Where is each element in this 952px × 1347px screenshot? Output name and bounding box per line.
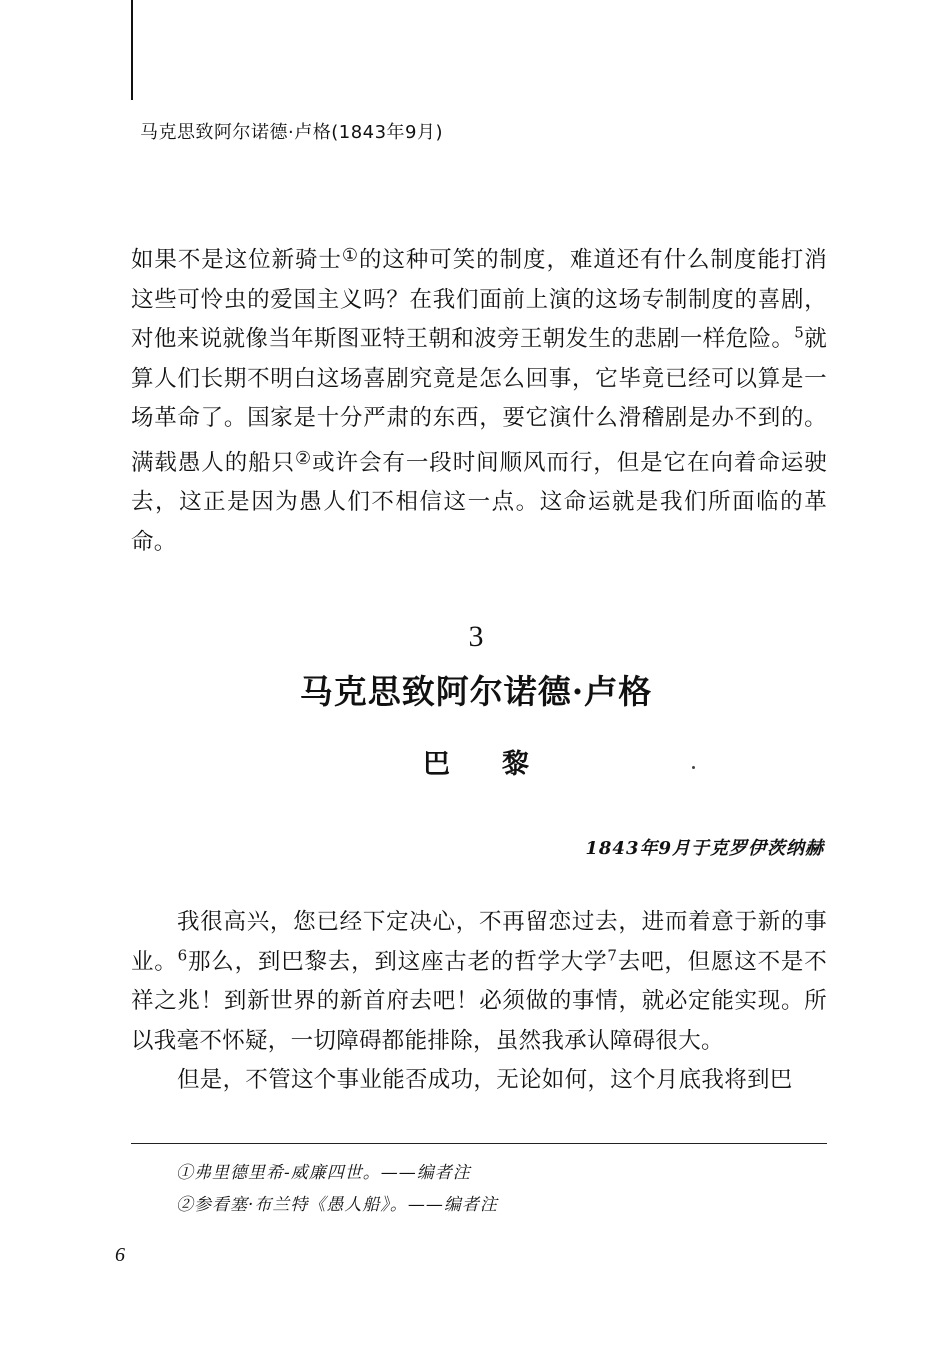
endnote-ref-7[interactable]: 7 (607, 946, 618, 964)
margin-rule (131, 0, 133, 100)
scan-speck (692, 766, 695, 769)
paragraph-1-text-d: 或许会有一段时间顺风而行，但是它在向着命运驶去，这正是因为愚人们不相信这一点。这命运就是我们所面临的革命。 (131, 449, 827, 555)
running-head: 马克思致阿尔诺德·卢格(1843年9月) (140, 122, 444, 143)
section-number: 3 (468, 620, 484, 653)
section-place: 巴黎 (423, 749, 581, 780)
footnote-mark-1[interactable]: ① (341, 245, 359, 266)
footnote-2: ②参看塞·布兰特《愚人船》。——编者注 (176, 1195, 498, 1215)
dateline: 1843年9月于克罗伊茨纳赫 (585, 838, 824, 859)
footnote-mark-2[interactable]: ② (295, 447, 313, 469)
paragraph-2 (131, 903, 827, 1061)
paragraph-2-text-a: 我很高兴，您已经下定决心，不再留恋过去，进而着意于新的事业。 (131, 909, 827, 975)
endnote-ref-6[interactable]: 6 (177, 946, 188, 964)
page-number: 6 (115, 1244, 125, 1266)
endnote-ref-5[interactable]: 5 (794, 323, 805, 342)
section-title: 马克思致阿尔诺德·卢格 (299, 672, 653, 711)
paragraph-1-text-a: 如果不是这位新骑士 (131, 247, 342, 273)
footnote-1: ①弗里德里希-威廉四世。——编者注 (176, 1163, 471, 1183)
letter-body (131, 903, 827, 1101)
paragraph-1-text-b: 的这种可笑的制度，难道还有什么制度能打消这些可怜虫的爱国主义吗？在我们面前上演的这场专制制度的喜剧，对他来说就像当年斯图亚特王朝和波旁王朝发生的悲剧一样危险。 (131, 247, 828, 352)
footnote-divider (131, 1143, 827, 1144)
paragraph-1-text-c: 就算人们长期不明白这场喜剧究竟是怎么回事，它毕竟已经可以算是一场革命了。国家是十分严肃的东西，要它演什么滑稽剧是办不到的。满载愚人的船只 (131, 326, 827, 476)
paragraph-2-text-b: 那么，到巴黎去，到这座古老的哲学大学 (187, 948, 608, 975)
paragraph-2-text-c: 去吧，但愿这不是不祥之兆！到新世界的新首府去吧！必须做的事情，就必定能实现。所以我毫不怀疑，一切障碍都能排除，虽然我承认障碍很大。 (131, 948, 827, 1054)
paragraph-1 (131, 236, 827, 562)
paragraph-3: 但是，不管这个事业能否成功，无论如何，这个月底我将到巴 (177, 1067, 793, 1093)
